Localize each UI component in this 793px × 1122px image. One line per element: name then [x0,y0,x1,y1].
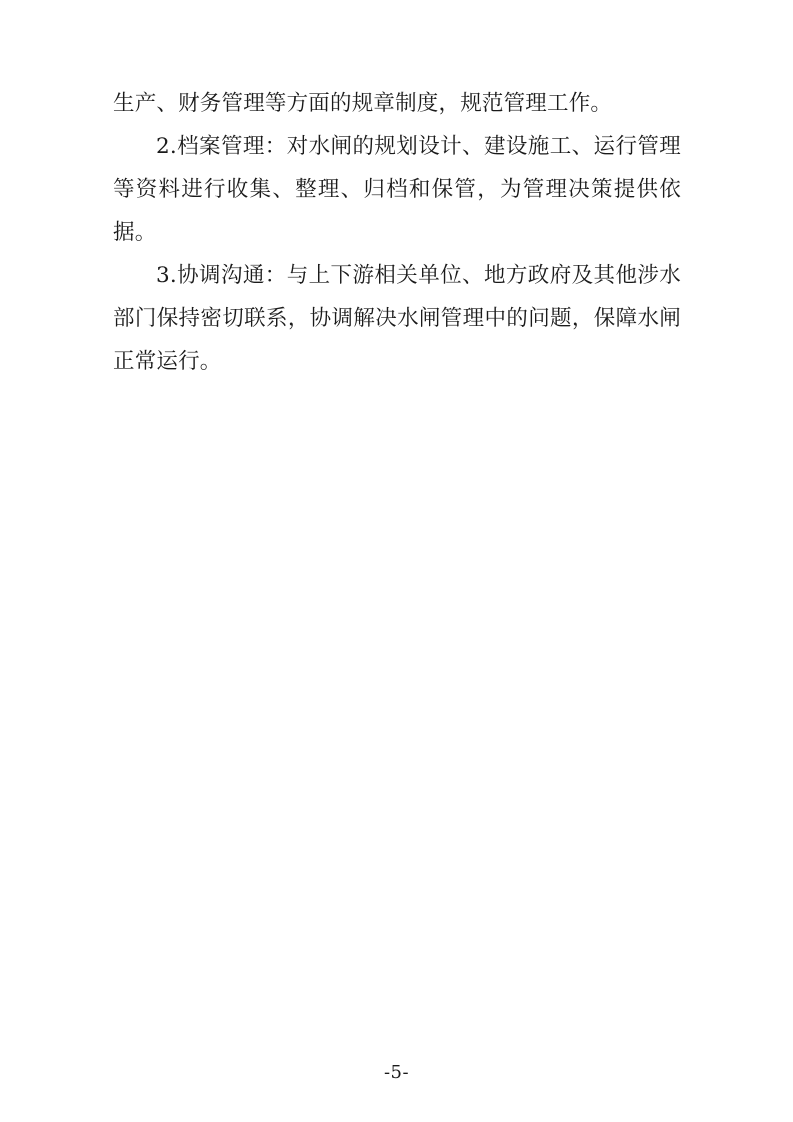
page-number-footer: -5- [383,1062,410,1083]
paragraph-continued: 生产、财务管理等方面的规章制度，规范管理工作。 [113,91,613,116]
document-body [113,82,681,383]
paragraph-item-3: 3.协调沟通：与上下游相关单位、地方政府及其他涉水部门保持密切联系，协调解决水闸管理中的问题，保障水闸正常运行。 [113,263,681,374]
paragraph-item-2: 2.档案管理：对水闸的规划设计、建设施工、运行管理等资料进行收集、整理、归档和保管，为管理决策提供依据。 [113,134,681,245]
